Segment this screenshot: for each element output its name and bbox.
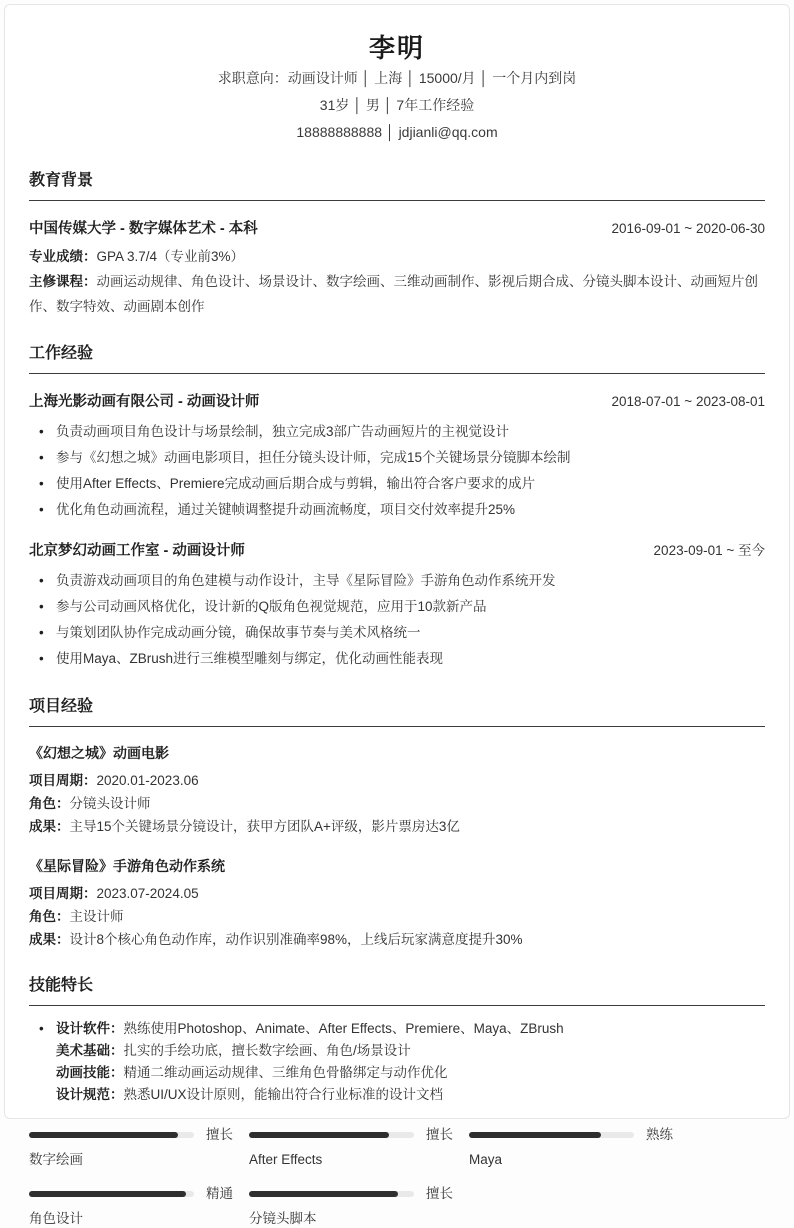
project-entry [29,856,765,951]
project-details [29,882,765,951]
project-result-value: 设计8个核心角色动作库，动作识别准确率98%，上线后玩家满意度提升30% [69,932,523,947]
section-title-skills: 技能特长 [29,975,765,1006]
skill-label: 设计规范： [56,1087,124,1102]
candidate-name: 李明 [368,33,425,63]
skill-bar-track [469,1132,634,1138]
skill-bar-track [249,1132,414,1138]
education-date-range: 2016-09-01 ~ 2020-06-30 [611,221,765,236]
project-result-label: 成果： [29,819,70,834]
project-period-row [29,882,765,905]
courses-row [29,269,765,319]
project-role-row [29,792,765,815]
skill-value: 扎实的手绘功底，擅长数字绘画、角色/场景设计 [123,1043,411,1058]
job-entry-header [29,390,765,411]
project-period-value: 2020.01-2023.06 [96,773,199,788]
school-degree-line: 中国传媒大学 - 数字媒体艺术 - 本科 [29,221,258,237]
skill-level-label: 熟练 [646,1127,673,1142]
skill-bar [249,1186,467,1228]
skill-bar [29,1186,247,1228]
job-entry-header [29,539,765,560]
skill-bar-row [29,1127,247,1142]
job-bullet: • 负责动画项目角色设计与场景绘制，独立完成3部广告动画短片的主视觉设计 [29,419,765,445]
job-date-range: 2018-07-01 ~ 2023-08-01 [611,394,765,409]
project-role-label: 角色： [29,796,70,811]
skill-bar-name: 数字绘画 [29,1152,83,1167]
section-skills [29,975,765,1228]
job-intent-line: 求职意向：动画设计师 │ 上海 │ 15000/月 │ 一个月内到岗 [217,70,577,86]
skill-text-rows [29,1018,765,1106]
skill-bar-name: Maya [469,1152,503,1167]
gpa-row [29,244,765,269]
gpa-value: GPA 3.7/4（专业前3%） [96,249,245,264]
job-bullet: • 负责游戏动画项目的角色建模与动作设计，主导《星际冒险》手游角色动作系统开发 [29,568,765,594]
skill-value: 熟悉UI/UX设计原则，能输出符合行业标准的设计文档 [123,1087,444,1102]
skill-bar-fill [249,1132,389,1138]
skill-label: 美术基础： [56,1043,124,1058]
project-entry [29,743,765,838]
project-role-row [29,905,765,928]
job-entry [29,539,765,672]
skill-bar-track [29,1132,194,1138]
skill-bar-name: 角色设计 [29,1211,83,1226]
skill-bar-track [249,1191,414,1197]
skill-level-label: 精通 [206,1186,233,1201]
project-role-value: 分镜头设计师 [69,796,151,811]
skill-value: 熟练使用Photoshop、Animate、After Effects、Premiere、Maya、ZBrush [123,1021,564,1036]
skill-row-art [29,1040,765,1062]
contact-line: 18888888888 │ jdjianli@qq.com [296,124,498,140]
job-bullet: • 与策划团队协作完成动画分镜，确保故事节奏与美术风格统一 [29,620,765,646]
project-period-row [29,769,765,792]
project-result-value: 主导15个关键场景分镜设计，获甲方团队A+评级，影片票房达3亿 [69,819,460,834]
job-bullet: • 参与公司动画风格优化，设计新的Q版角色视觉规范，应用于10款新产品 [29,594,765,620]
skill-row-software [29,1018,765,1040]
section-title-education: 教育背景 [29,170,765,201]
skill-bars-grid [29,1127,765,1228]
skill-level-label: 擅长 [206,1127,233,1142]
section-title-projects: 项目经验 [29,696,765,727]
skill-bar-fill [469,1132,601,1138]
skill-label: 设计软件： [56,1021,124,1036]
job-bullet: • 优化角色动画流程，通过关键帧调整提升动画流畅度，项目交付效率提升25% [29,497,765,523]
courses-value: 动画运动规律、角色设计、场景设计、数字绘画、三维动画制作、影视后期合成、分镜头脚本设计、动画短片创作、数字特效、动画剧本创作 [29,274,758,314]
skill-value: 精通二维动画运动规律、三维角色骨骼绑定与动作优化 [123,1065,448,1080]
job-bullet: • 使用Maya、ZBrush进行三维模型雕刻与绑定，优化动画性能表现 [29,646,765,672]
project-result-label: 成果： [29,932,70,947]
skill-level-label: 擅长 [426,1186,453,1201]
section-work [29,343,765,672]
skill-bar-name: After Effects [249,1152,323,1167]
resume-page [4,4,790,1226]
job-date-range: 2023-09-01 ~ 至今 [653,543,765,558]
skill-label: 动画技能： [56,1065,124,1080]
job-bullet-list [29,419,765,523]
courses-label: 主修课程： [29,274,97,289]
skill-bar-row [29,1186,247,1201]
skill-row-spec [29,1084,765,1106]
personal-info-line: 31岁 │ 男 │ 7年工作经验 [319,97,475,113]
project-period-value: 2023.07-2024.05 [96,886,199,901]
skill-bar-row [469,1127,687,1142]
job-bullet-list [29,568,765,672]
project-name: 《星际冒险》手游角色动作系统 [29,858,225,874]
skill-bar-name: 分镜头脚本 [249,1211,317,1226]
skill-bar-track [29,1191,194,1197]
project-role-value: 主设计师 [69,909,124,924]
skill-bar [469,1127,687,1169]
job-bullet: • 参与《幻想之城》动画电影项目，担任分镜头设计师，完成15个关键场景分镜脚本绘制 [29,445,765,471]
company-role-line: 上海光影动画有限公司 - 动画设计师 [29,394,260,410]
project-period-label: 项目周期： [29,886,97,901]
project-name: 《幻想之城》动画电影 [29,745,169,761]
project-result-row [29,928,765,951]
project-period-label: 项目周期： [29,773,97,788]
skill-bar-fill [29,1191,186,1197]
section-projects [29,696,765,951]
skill-bar [29,1127,247,1169]
job-entry [29,390,765,523]
resume-header [29,31,765,146]
gpa-label: 专业成绩： [29,249,97,264]
education-entry-header [29,217,765,238]
skill-row-animation [29,1062,765,1084]
skill-bar-row [249,1127,467,1142]
company-role-line: 北京梦幻动画工作室 - 动画设计师 [29,543,245,559]
skill-level-label: 擅长 [426,1127,453,1142]
skill-bar-fill [29,1132,178,1138]
skill-bar-row [249,1186,467,1201]
skill-bar-fill [249,1191,398,1197]
section-title-work: 工作经验 [29,343,765,374]
skill-bar [249,1127,467,1169]
section-education [29,170,765,319]
job-bullet: • 使用After Effects、Premiere完成动画后期合成与剪辑，输出符合客户要求的成片 [29,471,765,497]
project-details [29,769,765,838]
project-role-label: 角色： [29,909,70,924]
education-details [29,244,765,319]
project-result-row [29,815,765,838]
